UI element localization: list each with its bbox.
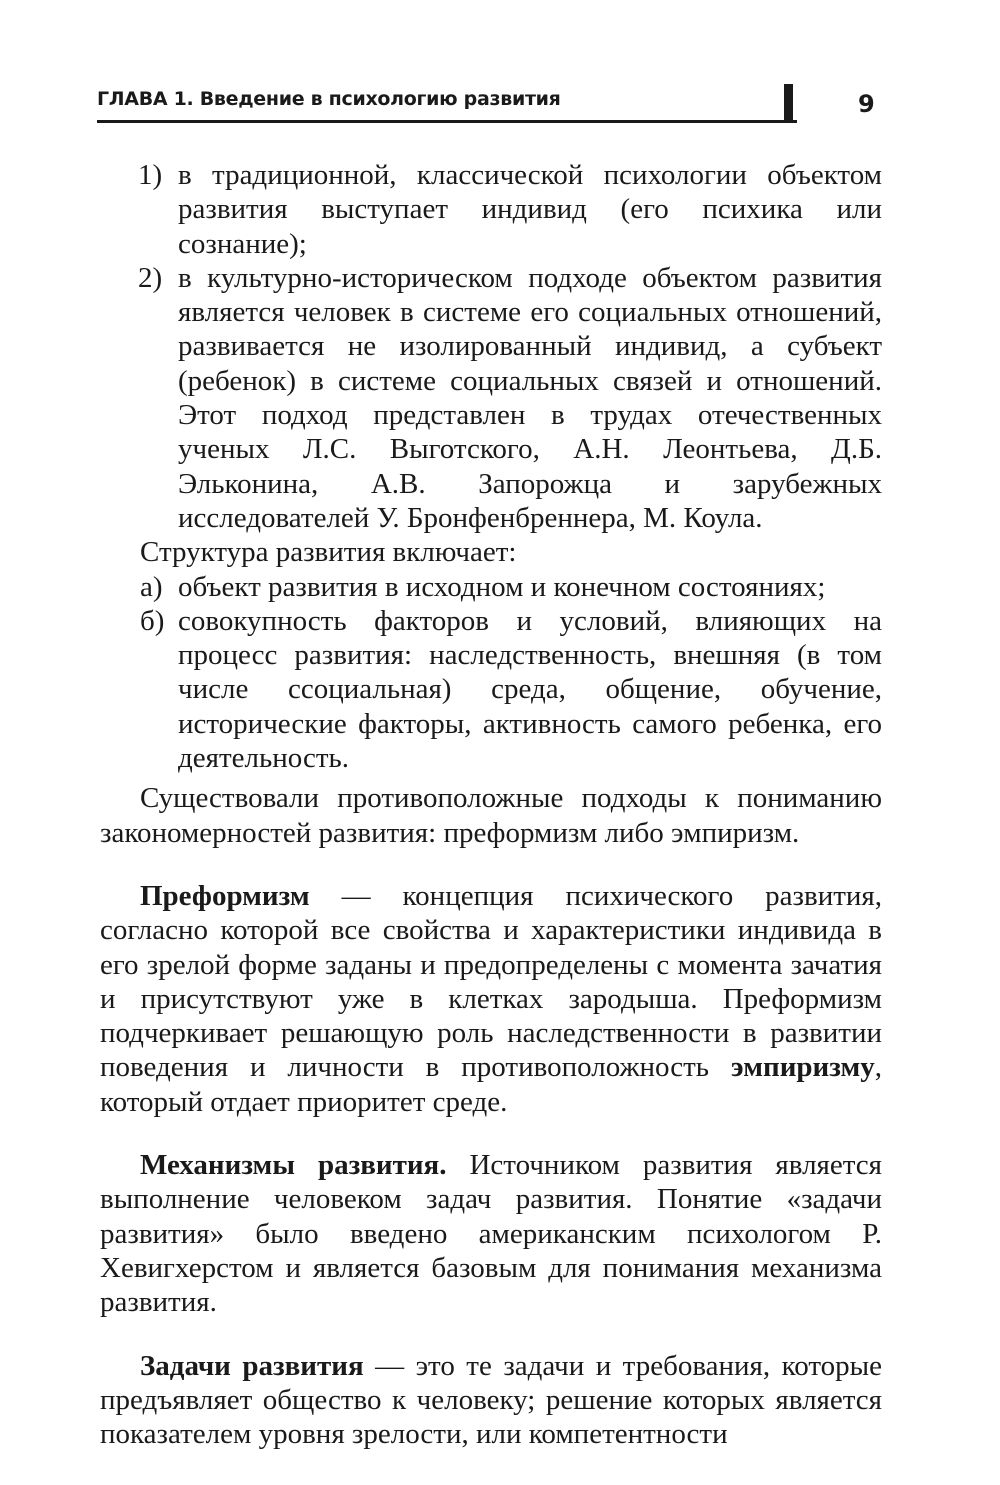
list-marker: а): [140, 570, 163, 603]
paragraph-text: — концепция психического развития, согласно которой все свойства и характеристики индивида в его зрелой форме заданы и предопределены с момента зачатия и присутствуют уже в клетках зародыша. Преформизм подчеркивает решающую роль наследственности в развитии поведения и личности в противоположность: [100, 879, 882, 1084]
chapter-title: ГЛАВА 1. Введение в психологию развития: [97, 88, 561, 110]
list-item: [100, 261, 882, 535]
list-item-text: объект развития в исходном и конечном состояниях;: [178, 570, 826, 603]
paragraph-tasks: [100, 1349, 882, 1452]
list-item: [100, 158, 882, 261]
list-marker: 1): [138, 159, 163, 191]
list-marker: 2): [138, 261, 163, 294]
list-item-text: совокупность факторов и условий, влияющих на процесс развития: наследственность, внешняя (в том числе ссоциальная) среда, общение, обучение, исторические факторы, активность самого ребенка, его деятельность.: [178, 604, 882, 775]
term-tasks: Задачи развития: [140, 1349, 364, 1382]
list-item-text: в культурно-историческом подходе объектом развития является человек в системе его социальных отношений, развивается не изолированный индивид, а субъект (ребенок) в системе социальных связей и отношений. Этот подход представлен в трудах отечественных ученых Л.С. Выготского, А.Н. Леонтьева, Д.Б. Эльконина, А.В. Запорожца и зарубежных исследователей У. Бронфенбреннера, М. Коула.: [178, 261, 882, 534]
running-header: [97, 82, 797, 123]
term-preformism: Преформизм: [140, 879, 310, 912]
page-body: [100, 158, 882, 1480]
list-item: [100, 570, 882, 604]
list-item-text: в традиционной, классической психологии объектом развития выступает индивид (его психика или сознание);: [178, 159, 882, 260]
paragraph-text: — это те задачи и требования, которые предъявляет общество к человеку; решение которых является показателем уровня зрелости, или компетентности: [100, 1349, 882, 1451]
term-empiricism: эмпиризму: [730, 1051, 875, 1084]
paragraph-approaches: Существовали противоположные подходы к пониманию закономерностей развития: преформизм либо эмпиризм.: [100, 782, 882, 849]
paragraph-text: , который отдает приоритет среде.: [100, 1051, 882, 1118]
page-number: 9: [858, 90, 875, 118]
term-mechanisms: Механизмы развития.: [140, 1149, 447, 1182]
paragraph-mechanisms: [100, 1148, 882, 1319]
header-bar-mark: [784, 84, 793, 120]
paragraph-text: Источником развития является выполнение человеком задач развития. Понятие «задачи развития» было введено американским психологом Р. Хевигхерстом и является базовым для понимания механизма развития.: [100, 1149, 882, 1319]
list-item: [100, 604, 882, 775]
structure-intro: Структура развития включает:: [140, 536, 517, 569]
list-marker: б): [140, 604, 165, 637]
paragraph-preformism: [100, 879, 882, 1119]
